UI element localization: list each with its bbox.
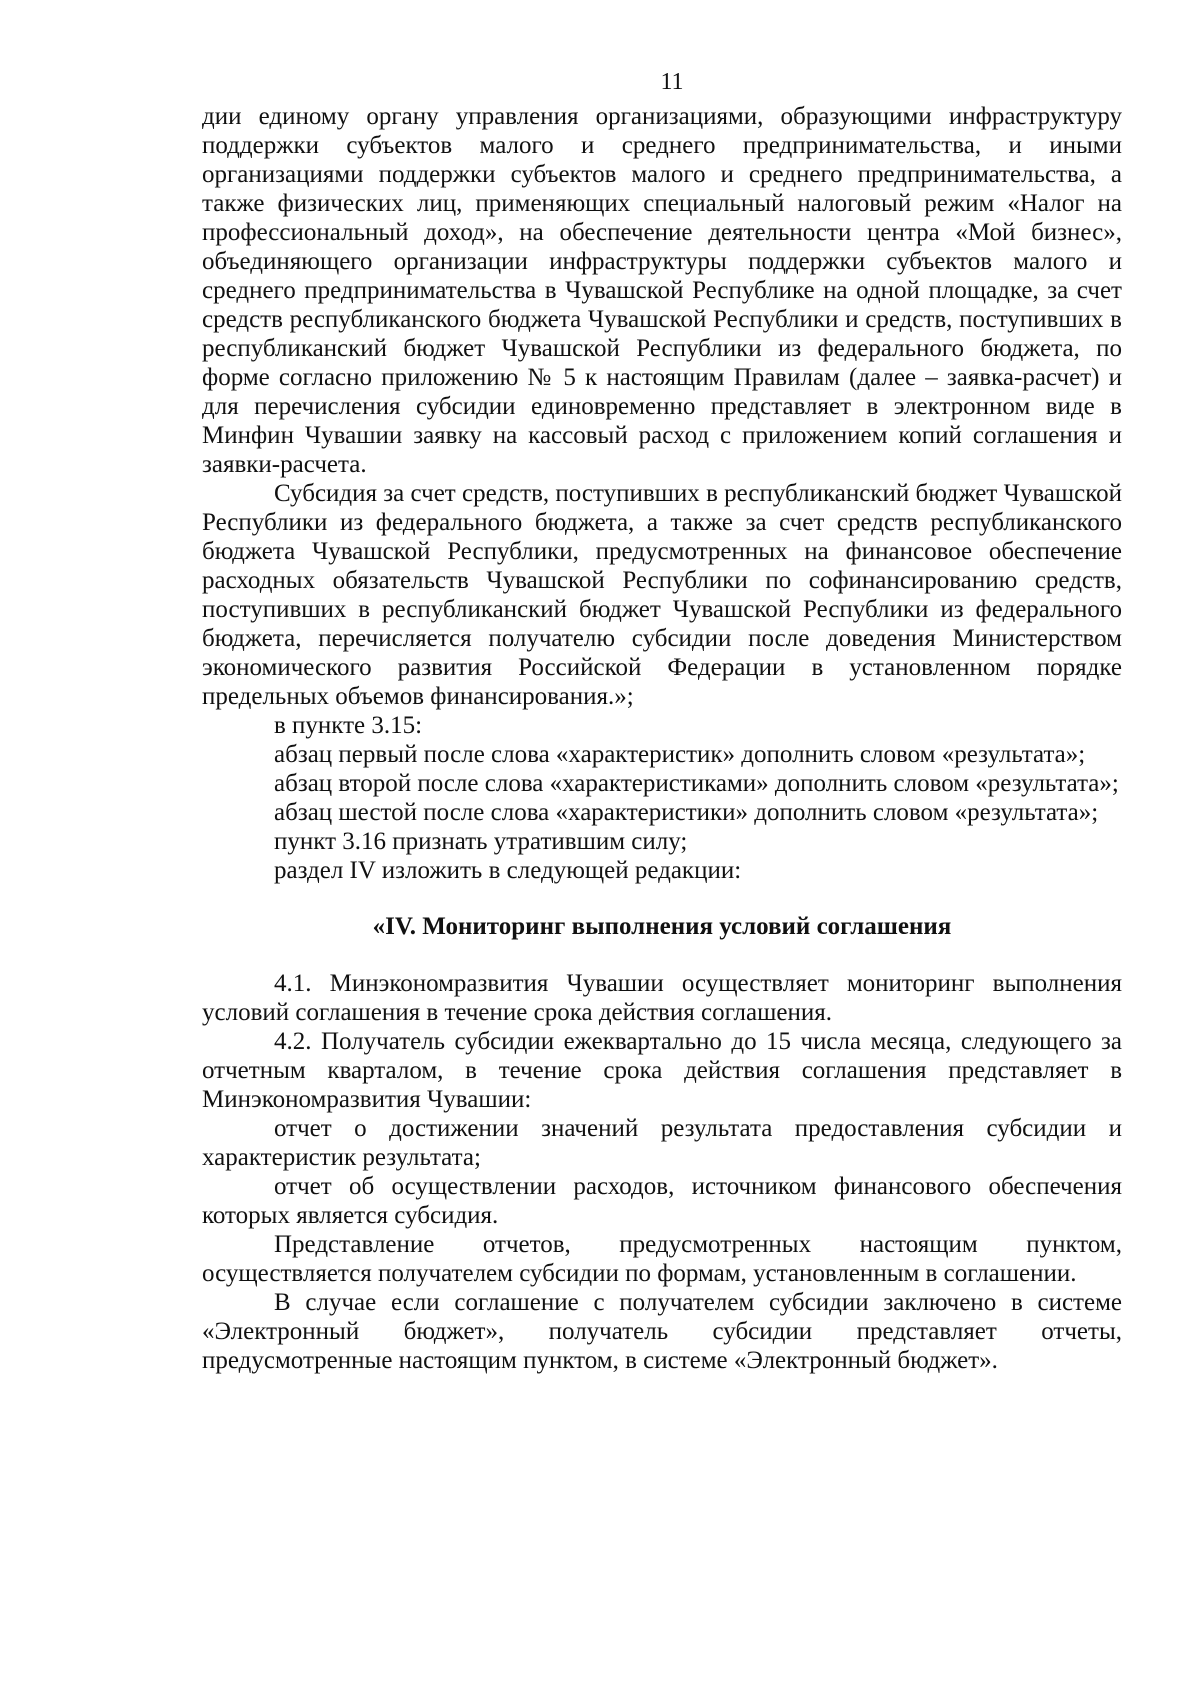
paragraph-continuation: дии единому органу управления организациями, образующими инфраструктуру поддержки субъектов малого и среднего предпринимательства, и иными организациями поддержки субъектов малого и среднего предпринимательства, а также физических лиц, применяющих специальный налоговый режим «Налог на профессиональный доход», на обеспечение деятельности центра «Мой бизнес», объединяющего организации инфраструктуры поддержки субъектов малого и среднего предпринимательства в Чувашской Республике на одной площадке, за счет средств республиканского бюджета Чувашской Республики и средств, поступивших в республиканский бюджет Чувашской Республики из федерального бюджета, по форме согласно приложению № 5 к настоящим Правилам (далее – заявка-расчет) и для перечисления субсидии единовременно представляет в электронном виде в Минфин Чувашии заявку на кассовый расход с приложением копий соглашения и заявки-расчета.: [202, 103, 1122, 478]
paragraph-subsidy-transfer: Субсидия за счет средств, поступивших в республиканский бюджет Чувашской Республики из федерального бюджета, а также за счет средств республиканского бюджета Чувашской Республики, предусмотренных на финансовое обеспечение расходных обязательств Чувашской Республики по софинансированию средств, поступивших в республиканский бюджет Чувашской Республики из федерального бюджета, перечисляется получателю субсидии после доведения Министерством экономического развития Российской Федерации в установленном порядке предельных объемов финансирования.»;: [202, 480, 1122, 710]
paragraph-amendment-sixth: абзац шестой после слова «характеристики» дополнить словом «результата»;: [274, 799, 1099, 826]
section-heading: «IV. Мониторинг выполнения условий соглашения: [372, 913, 952, 940]
paragraph-4-2: 4.2. Получатель субсидии ежеквартально до 15 числа месяца, следующего за отчетным кварталом, в течение срока действия соглашения представляет в Минэкономразвития Чувашии:: [202, 1028, 1122, 1113]
paragraph-item-3-16: пункт 3.16 признать утратившим силу;: [274, 828, 688, 855]
document-page: [202, 68, 1122, 1375]
paragraph-amendment-second: абзац второй после слова «характеристиками» дополнить словом «результата»;: [274, 770, 1119, 797]
paragraph-electronic-budget: В случае если соглашение с получателем субсидии заключено в системе «Электронный бюджет», получатель субсидии представляет отчеты, предусмотренные настоящим пунктом, в системе «Электронный бюджет».: [202, 1289, 1122, 1374]
paragraph-amendment-first: абзац первый после слова «характеристик» дополнить словом «результата»;: [274, 741, 1086, 768]
paragraph-report-results: отчет о достижении значений результата предоставления субсидии и характеристик результата;: [202, 1115, 1122, 1171]
paragraph-4-1: 4.1. Минэкономразвития Чувашии осуществляет мониторинг выполнения условий соглашения в течение срока действия соглашения.: [202, 970, 1122, 1026]
paragraph-section-iv-intro: раздел IV изложить в следующей редакции:: [274, 857, 742, 884]
paragraph-report-forms: Представление отчетов, предусмотренных настоящим пунктом, осуществляется получателем субсидии по формам, установленным в соглашении.: [202, 1231, 1122, 1287]
paragraph-report-expenses: отчет об осуществлении расходов, источником финансового обеспечения которых является субсидия.: [202, 1173, 1122, 1229]
page-number: 11: [660, 69, 684, 95]
paragraph-item-3-15: в пункте 3.15:: [274, 712, 423, 739]
